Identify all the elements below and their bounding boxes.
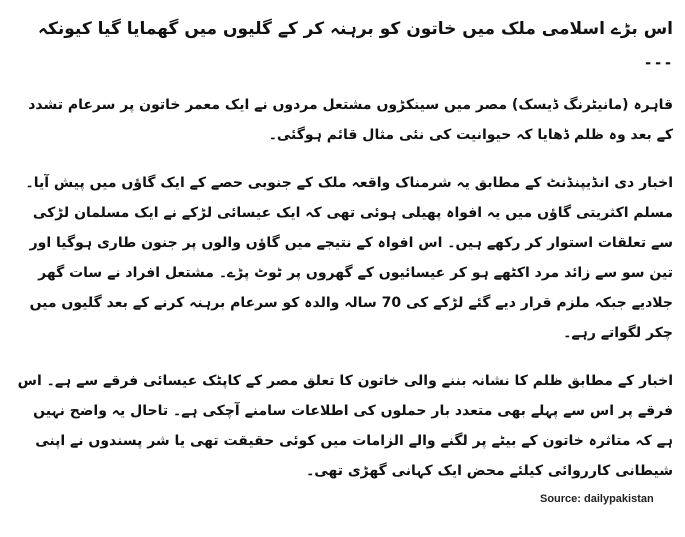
paragraph-background: اخبار کے مطابق ظلم کا نشانہ بننے والی خاتون کا تعلق مصر کے کاپٹک عیسائی فرقے سے ہے۔ اس فرقے پر اس سے پہلے بھی متعدد بار حملوں کی اطلاعات سامنے آچکی ہے۔ تاحال یہ واضح نہیں ہے کہ متاثرہ خاتون کے بیٹے پر لگنے والے الزامات میں کوئی حقیقت تھی یا شر پسندوں نے اپنی شیطانی کارروائی کیلئے محض ایک کہانی گھڑی تھی۔ <box>17 373 673 479</box>
paragraph-report: اخبار دی انڈیپنڈنٹ کے مطابق یہ شرمناک واقعہ ملک کے جنوبی حصے کے ایک گاؤں میں پیش آیا۔ مسلم اکثریتی گاؤں میں یہ افواہ پھیلی ہوئی تھی کہ ایک عیسائی لڑکے نے ایک مسلمان لڑکی سے تعلقات استوار کر رکھے ہیں۔ اس افواہ کے نتیجے میں گاؤں والوں پر جنون طاری ہوگیا اور تین سو سے زائد مرد اکٹھے ہو کر عیسائیوں کے گھروں پر ٹوٹ پڑے۔ مشتعل افراد نے سات گھر جلادیے جبکہ ملزم قرار دیے گئے لڑکے کی 70 سالہ والدہ کو سرعام برہنہ کرنے کے بعد گلیوں میں چکر لگواتے رہے۔ <box>25 175 673 341</box>
article-headline: اس بڑے اسلامی ملک میں خاتون کو برہنہ کر کے گلیوں میں گھمایا گیا کیونکہ ۔۔۔ <box>37 19 673 69</box>
source-credit: Source: dailypakistan <box>540 493 654 505</box>
paragraph-intro: قاہرہ (مانیٹرنگ ڈیسک) مصر میں سینکڑوں مشتعل مردوں نے ایک معمر خاتون پر سرعام تشدد کے بعد وہ ظلم ڈھایا کہ حیوانیت کی نئی مثال قائم ہوگئی۔ <box>28 97 673 143</box>
article-body <box>12 8 673 504</box>
